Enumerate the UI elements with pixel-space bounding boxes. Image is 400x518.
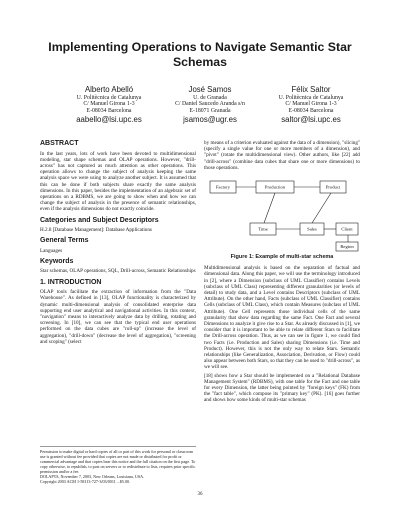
- author-address: C/ Manuel Girona 1-3: [285, 101, 337, 108]
- label-factory: Factory: [215, 184, 231, 190]
- author-email: aabello@lsi.upc.es: [76, 114, 142, 124]
- author-affiliation: U. Politècnica de Catalunya: [278, 94, 344, 101]
- abstract-heading: ABSTRACT: [40, 140, 79, 147]
- paper-title: Implementing Operations to Navigate Semantic Star Schemas: [48, 40, 352, 69]
- edge-production-time: [264, 193, 275, 223]
- keywords-heading: Keywords: [40, 257, 74, 265]
- left-column: [40, 140, 196, 349]
- figure-caption: Figure 1: Example of multi-star schema: [230, 254, 334, 261]
- right-paragraph-2: Multidimensional analysis is based on the separation of factual and dimensional data. Along this paper, we will use the terminology introduced in [2], where a Dimension (subclass of UML Classifier) contains Levels (subclass of UML Class) representing different granularities (or levels of detail) to study data, and a Level contains Descriptors (subclass of UML Attribute). On the other hand, Facts (subclass of UML Classifier) contains Cells (subclass of UML Class), which contain Measures (subclass of UML Attribute). One Cell represents those individual cells of the same granularity that show data regarding the same Fact. One Fact and several Dimensions to analyze it give rise to a Star. As already discussed in [1], we consider that it is important to be able to relate different Stars to facilitate the Drill-across operation. Thus, as we can see in figure 1, we could find two Facts (i.e. Production and Sales) sharing Dimensions (i.e. Time and Product). However, this is not the only way to relate Stars. Semantic relationships (like Generalization, Association, Derivation, or Flow) could also appear between both Stars, so that they can be used to "drill-across", as we will see.: [204, 265, 360, 371]
- introduction-text: OLAP tools facilitate the extraction of information from the "Data Warehouse". As defined in [13], OLAP functionality is characterized by dynamic multi-dimensional analysis of consolidated enterprise data supporting end user analytical and navigational activities. In this context, "navigation" means to interactively analyze data by drilling, rotating and screening. In [10], we can see that the typical end user operations performed on the data cubes are "roll-up" (increase the level of aggregation), "drill-down" (decrease the level of aggregation), "screening and scoping" (select: [40, 289, 196, 345]
- author-3: [262, 86, 360, 124]
- author-affiliation: U. de Granada: [193, 94, 227, 101]
- label-time: Time: [258, 226, 268, 232]
- author-address: C/ Daniel Saucedo Aranda s/n: [175, 101, 245, 108]
- figure-1: [204, 174, 360, 261]
- keywords-text: Star schemas, OLAP operations, SQL, Drill-across, Semantic Relationships: [40, 268, 196, 275]
- abstract-section: [40, 140, 196, 213]
- author-email: jsamos@ugr.es: [183, 114, 237, 124]
- introduction-heading: 1. INTRODUCTION: [40, 278, 102, 286]
- categories-heading: Categories and Subject Descriptors: [40, 216, 159, 224]
- keywords-section: [40, 258, 196, 275]
- edge-product-sales: [312, 193, 331, 223]
- abstract-text: In the last years, lots of work have been devoted to multidimensional modeling, star shape schemas and OLAP operations. However, "drill-across" has not captured as much attention as other operations. This operation allows to change the subject of analysis keeping the same analysis space we were using to analyze another subject. It is assumed that this can be done if both subjects share exactly the same analysis dimensions. In this paper, besides the implementation of an algebraic set of operations on a RDBMS, we are going to show when and how we can change the subject of analysis in the presence of semantic relationships, even if the analysis dimensions do not exactly coincide.: [40, 150, 196, 213]
- categories-section: [40, 217, 196, 234]
- author-city: E-08034 Barcelona: [288, 108, 334, 115]
- multi-star-schema-diagram: [204, 174, 360, 252]
- right-paragraph-1: by means of a criterion evaluated against the data of a dimension), "slicing" (specify a single value for one or more members of a dimension), and "pivot" (rotate the multidimensional view). Other authors, like [22] add "drill-across" (combine data cubes that share one or more dimensions) to those operations.: [204, 140, 360, 171]
- author-2: [161, 86, 259, 124]
- author-address: C/ Manuel Girona 1-3: [83, 101, 135, 108]
- author-affiliation: U. Politècnica de Catalunya: [76, 94, 142, 101]
- author-block: [60, 86, 360, 124]
- right-column: [204, 140, 360, 406]
- label-production: Production: [264, 184, 286, 190]
- right-paragraph-3: [18] shows how a Star should be implemented on a "Relational Database Management System" (RDBMS), with one table for the Fact and one table for every Dimension, the latter being pointed by "foreign keys" (FK) from the "fact table", which compose its "primary key" (PK). [16] goes further and shows how some kinds of multi-star schemas: [204, 372, 360, 404]
- permission-footnote: [40, 446, 196, 484]
- footnote-venue: DOLAP'03, November 7, 2003, New Orleans, Louisiana, USA.: [40, 474, 145, 479]
- page-number: 36: [197, 492, 203, 497]
- introduction-section: [40, 279, 196, 345]
- footnote-copyright: Copyright 2003 ACM 1-58113-727-3/03/0011 ...$5.00.: [40, 479, 131, 484]
- author-name: Félix Saltor: [291, 85, 331, 94]
- author-1: [60, 86, 158, 124]
- general-terms-heading: General Terms: [40, 237, 89, 245]
- footnote-text: Permission to make digital or hard copies of all or part of this work for personal or classroom use is granted without fee provided that copies are not made or distributed for profit or commercial advantage and that copies bear this notice and the full citation on the first page. To copy otherwise, to republish, to post on servers or to redistribute to lists, requires prior specific permission and/or a fee.: [40, 449, 196, 474]
- author-name: Alberto Abelló: [84, 85, 134, 94]
- author-email: saltor@lsi.upc.es: [281, 114, 341, 124]
- categories-text: H.2.8 [Database Management]: Database Applications: [40, 227, 152, 234]
- author-city: E-08034 Barcelona: [86, 108, 132, 115]
- author-name: José Samos: [188, 85, 232, 94]
- general-terms-section: [40, 237, 196, 254]
- author-city: E-18071 Granada: [189, 108, 231, 115]
- label-product: Product: [325, 184, 341, 190]
- label-client: Client: [341, 226, 353, 232]
- label-sales: Sales: [307, 226, 317, 232]
- general-terms-text: Languages: [40, 247, 63, 254]
- label-region: Region: [340, 244, 354, 250]
